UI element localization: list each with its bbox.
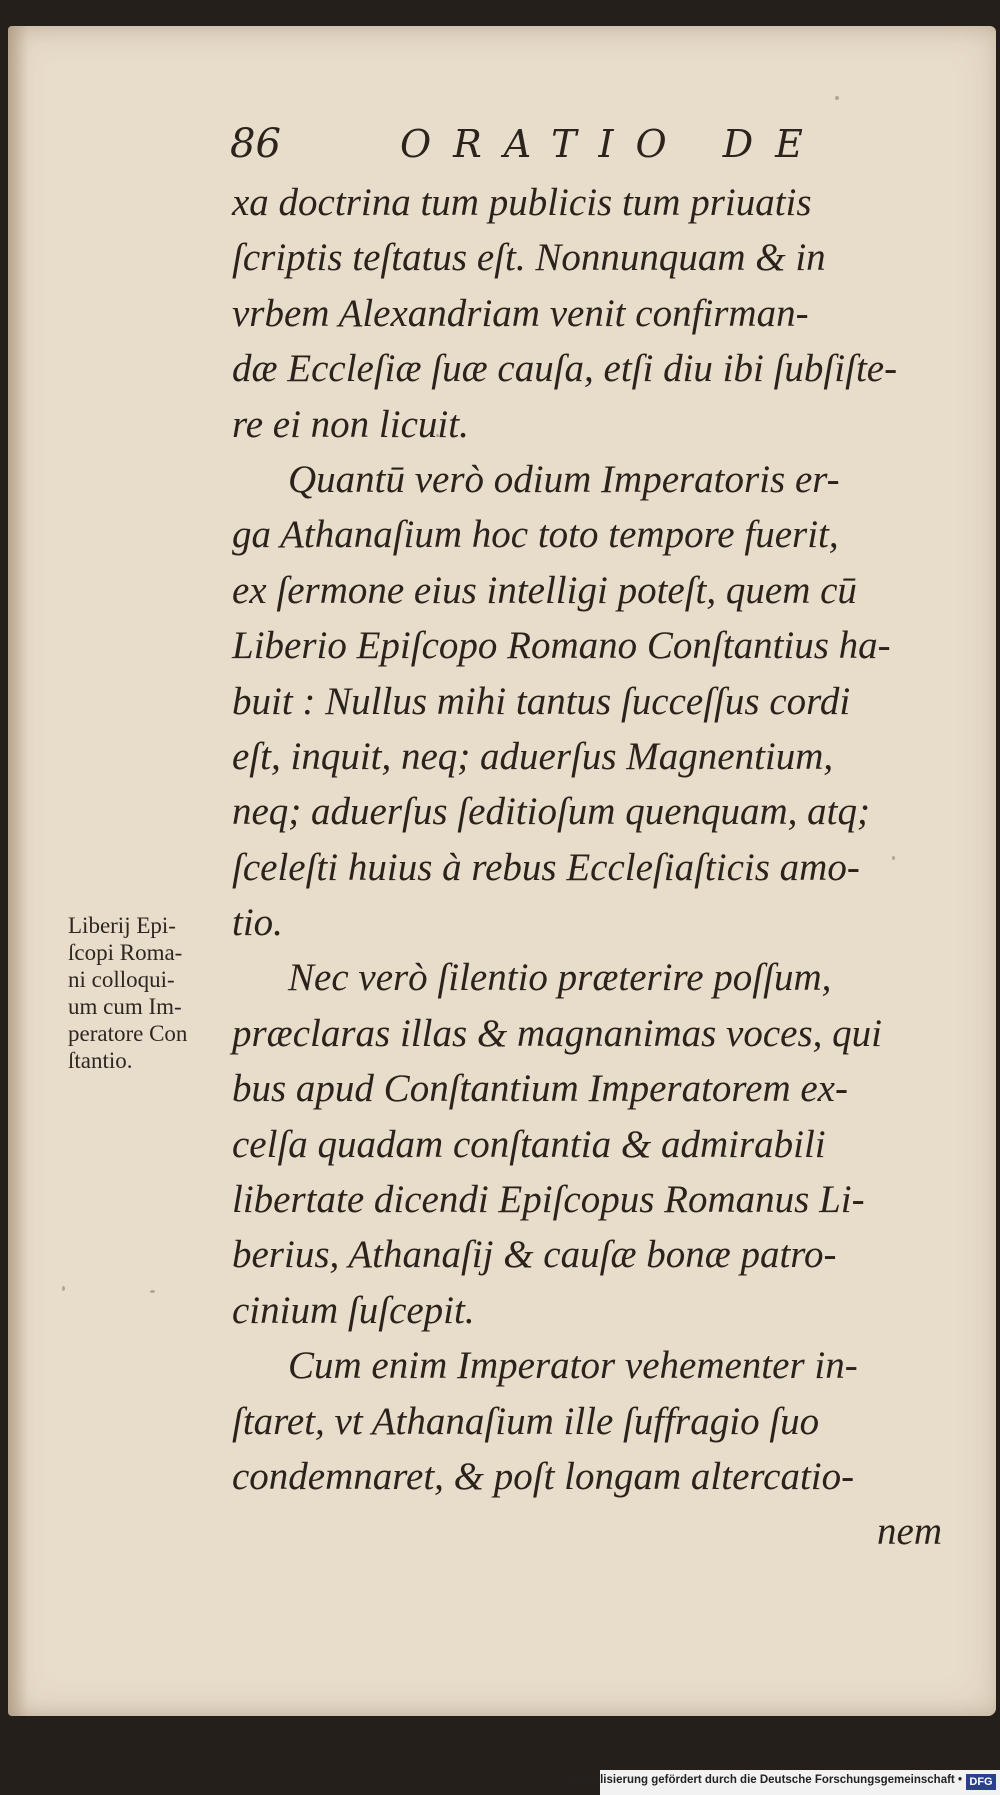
text-line: Cum enim Imperator vehementer in- — [288, 1344, 858, 1388]
paper-speck — [436, 434, 439, 437]
text-line: Nec verò ſilentio præterire poſſum, — [288, 956, 832, 1000]
text-line: ſceleſti huius à rebus Eccleſiaſticis amo- — [232, 845, 860, 889]
paper-speck — [835, 96, 839, 100]
dfg-logo-icon: DFG — [966, 1774, 996, 1790]
text-line: eſt, inquit, neq; aduerſus Magnentium, — [232, 734, 834, 778]
text-line: Quantū verò odium Imperatoris er- — [288, 457, 840, 501]
text-line: ex ſermone eius intelligi poteſt, quem cū — [232, 568, 857, 612]
marginal-note-line: um cum Im- — [68, 994, 182, 1019]
catchword: nem — [877, 1510, 942, 1554]
text-line: libertate dicendi Epiſcopus Romanus Li- — [232, 1178, 865, 1222]
text-line: præclaras illas & magnanimas voces, qui — [232, 1011, 882, 1055]
text-line: celſa quadam conſtantia & admirabili — [232, 1122, 826, 1166]
page-binding-shadow — [8, 26, 28, 1716]
text-line: re ei non licuit. — [232, 402, 469, 446]
text-line: bus apud Conſtantium Imperatorem ex- — [232, 1067, 848, 1111]
paper-speck — [62, 1286, 65, 1291]
marginal-note-line: peratore Con — [68, 1021, 188, 1046]
marginal-note-line: ni colloqui- — [68, 967, 175, 992]
text-line: tio. — [232, 901, 283, 945]
funding-credit: Digitalisierung gefördert durch die Deutsche Forschungsgemeinschaft • — [568, 1774, 962, 1786]
paper-speck — [892, 856, 895, 860]
marginal-note-line: ſtantio. — [68, 1048, 133, 1073]
marginal-note — [68, 912, 238, 1074]
text-line: ſcriptis teſtatus eſt. Nonnunquam & in — [232, 236, 826, 280]
page-number: 86 — [230, 121, 281, 167]
text-line: buit : Nullus mihi tantus ſucceſſus cordi — [232, 679, 851, 723]
text-line: ſtaret, vt Athanaſium ille ſuffragio ſuo — [232, 1399, 820, 1443]
text-line: berius, Athanaſij & cauſæ bonæ patro- — [232, 1233, 837, 1277]
text-line: xa doctrina tum publicis tum priuatis — [232, 181, 812, 224]
text-line: Liberio Epiſcopo Romano Conſtantius ha- — [232, 624, 891, 668]
paper-speck — [150, 1290, 155, 1293]
marginal-note-line: Liberij Epi- — [68, 913, 176, 938]
text-line: ga Athanaſium hoc toto tempore fuerit, — [232, 513, 839, 557]
digitization-footer — [568, 1770, 1000, 1795]
text-line: neq; aduerſus ſeditioſum quenquam, atq; — [232, 790, 870, 834]
text-line: condemnaret, & poſt longam altercatio- — [232, 1454, 855, 1498]
running-head — [230, 118, 825, 178]
text-line: vrbem Alexandriam venit confirman- — [232, 291, 809, 335]
marginal-note-line: ſcopi Roma- — [68, 940, 183, 965]
running-title: ORATIO DE — [400, 122, 825, 166]
text-line: dæ Eccleſiæ ſuæ cauſa, etſi diu ibi ſubſiſte- — [232, 347, 898, 391]
text-line: cinium ſuſcepit. — [232, 1288, 475, 1332]
main-text-block — [232, 175, 942, 1560]
